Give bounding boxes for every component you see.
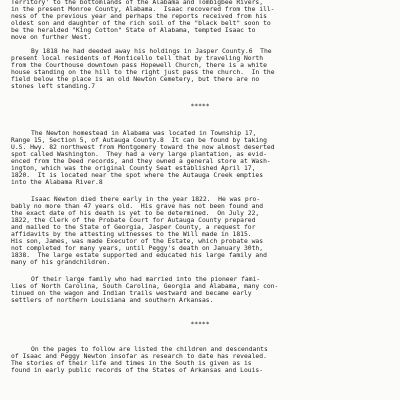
text-line: from the Courthouse downtown pass Hopewell Church, there is a white — [11, 62, 267, 69]
text-line: present local residents of Monticello tell that by traveling North — [11, 55, 264, 62]
text-line: His son, James, was made Executor of the Estate, which probate was — [11, 238, 264, 245]
text-line: 1822, the Clerk of the Probate Court for Autauga County prepared — [11, 217, 256, 224]
section-separator: ***** — [190, 103, 210, 110]
text-line: spot called Washington. They had a very large plantation, as evid- — [11, 151, 267, 158]
text-line: oldest son and daughter of the rich soil of the "black belt" soon to — [11, 20, 271, 27]
text-line: move on further West. — [11, 34, 92, 41]
text-line: of Isaac and Peggy Newton insofar as research to date has revealed. — [11, 353, 267, 360]
text-line: into the Alabama River.8 — [11, 179, 103, 186]
text-line: The stories of their life and times in the South is given as is — [11, 360, 252, 367]
text-line: 1820. It is located near the spot where the Autauga Creek empties — [11, 172, 264, 179]
text-line: ington, which was the original County Seat established April 17, — [11, 165, 256, 172]
text-line: in the present Monroe County, Alabama. Isaac recovered from the ill- — [11, 6, 275, 13]
text-line: Isaac Newton died there early in the year 1822. He was pro- — [31, 196, 261, 203]
text-line: On the pages to follow are listed the children and descendants — [31, 346, 268, 353]
text-line: not completed for many years, until Peggy's death on January 30th, — [11, 245, 264, 252]
text-line: stones left standing.7 — [11, 83, 96, 90]
text-line: U.S. Hwy. 82 northwest from Montgomery toward the now almost deserted — [11, 144, 275, 151]
text-line: By 1818 he had deeded away his holdings in Jasper County.6 The — [31, 48, 272, 55]
text-line: lies of North Carolina, South Carolina, Georgia and Alabama, many con- — [11, 283, 279, 290]
text-line: house standing on the hill to the right just pass the church. In the — [11, 69, 275, 76]
text-line: field below the place is an old Newton Cemetery, but there are no — [11, 76, 260, 83]
text-line: Territory' to the bottomlands of the Alabama and Tombigbee Rivers, — [11, 0, 264, 6]
text-line: affidavits by the attesting witnesses to the Will made in 1815. — [11, 231, 252, 238]
text-line: be the heralded "King Cotton" State of Alabama, tempted Isaac to — [11, 27, 256, 34]
section-separator: ***** — [190, 321, 210, 328]
text-line: ness of the previous year and perhaps the reports received from his — [11, 13, 267, 20]
text-line: Range 15, Section 5, of Autauga County.8 It can be found by taking — [11, 137, 267, 144]
text-line: bably no more than 47 years old. His grave has not been found and — [11, 203, 264, 210]
text-line: Of their large family who had married into the pioneer fami- — [31, 276, 261, 283]
text-line: enced from the Deed records, and they owned a general store at Wash- — [11, 158, 271, 165]
text-line: the exact date of his death is yet to be determined. On July 22, — [11, 210, 260, 217]
text-line: 1838. The large estate supported and educated his large family and — [11, 252, 267, 259]
text-line: The Newton homestead in Alabama was located in Township 17, — [31, 130, 257, 137]
text-line: tinued on the wagon and Indian trails westward and became early — [11, 290, 252, 297]
text-line: found in early public records of the States of Arkansas and Louis- — [11, 367, 264, 374]
text-line: and mailed to the State of Georgia, Jasper County, a request for — [11, 224, 256, 231]
text-line: many of his grandchildren. — [11, 259, 111, 266]
text-line: settlers of northern Louisiana and southern Arkansas. — [11, 297, 214, 304]
